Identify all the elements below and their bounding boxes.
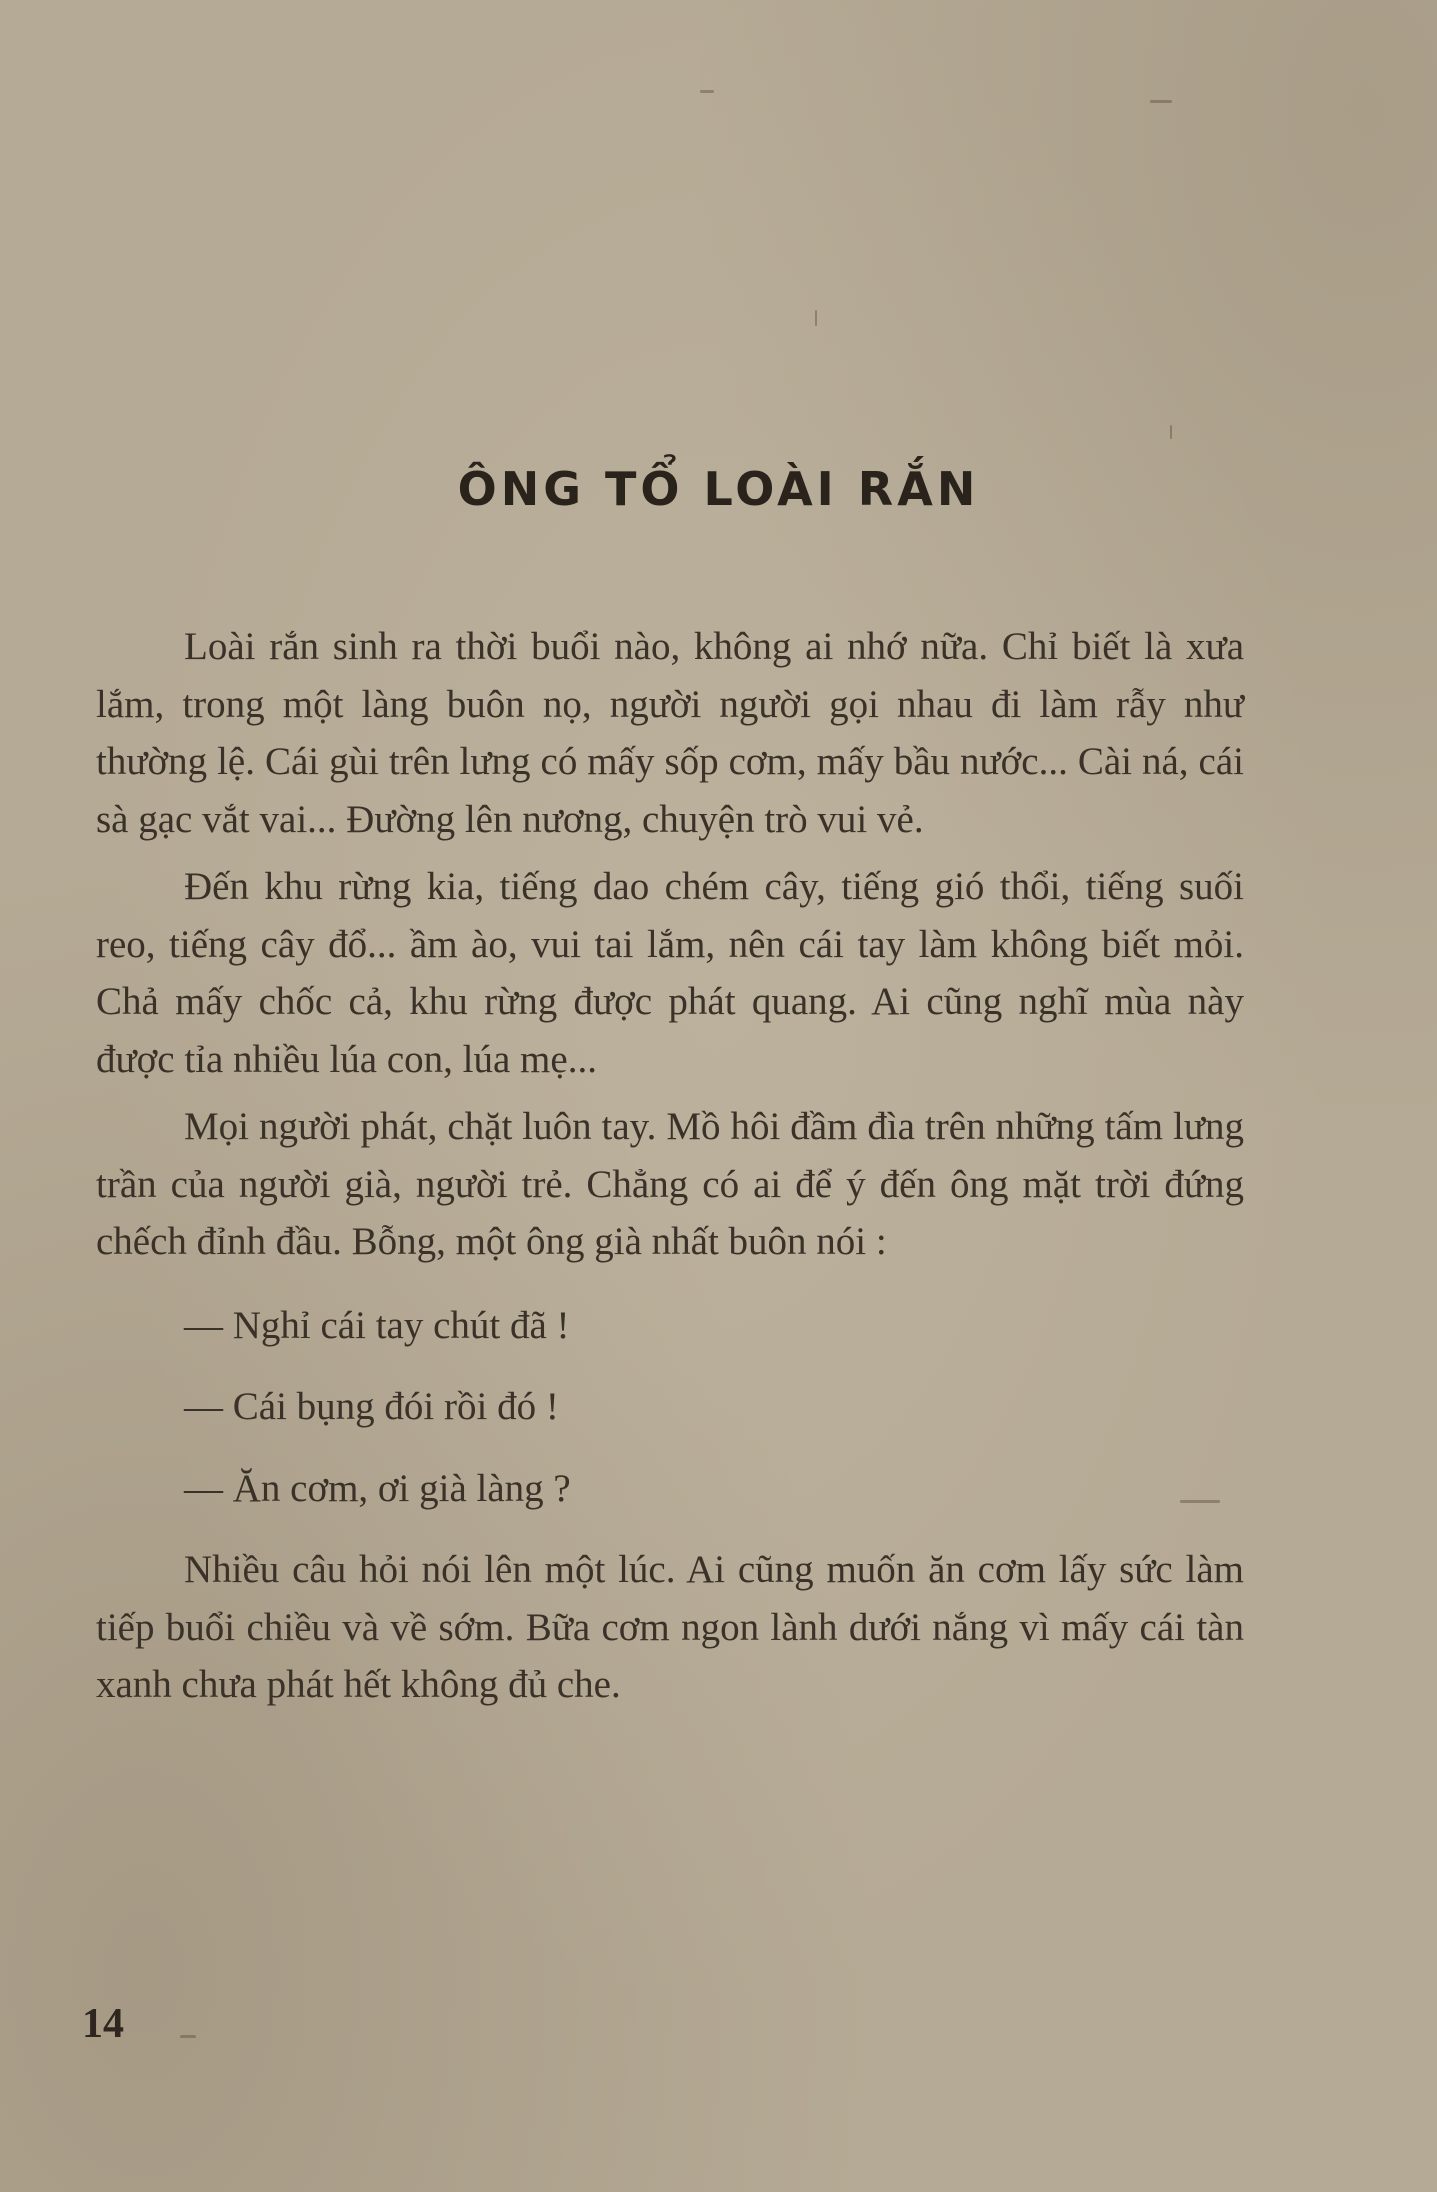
paper-speck <box>700 90 714 93</box>
page-number: 14 <box>82 2001 124 2047</box>
paragraph: Đến khu rừng kia, tiếng dao chém cây, tiếng gió thổi, tiếng suối reo, tiếng cây đổ... ầm ào, vui tai lắm, nên cái tay làm không biết mỏi. Chả mấy chốc cả, khu rừng được phát quang. Ai cũng nghĩ mùa này được tỉa nhiều lúa con, lúa mẹ... <box>96 865 1244 1081</box>
dialogue-line: — Cái bụng đói rồi đó ! <box>184 1385 559 1428</box>
paper-speck <box>815 310 817 326</box>
paragraph: Mọi người phát, chặt luôn tay. Mồ hôi đầm đìa trên những tấm lưng trần của người già, người trẻ. Chẳng có ai để ý đến ông mặt trời đứng chếch đỉnh đầu. Bỗng, một ông già nhất buôn nói : <box>96 1105 1244 1263</box>
paragraph: Loài rắn sinh ra thời buổi nào, không ai nhớ nữa. Chỉ biết là xưa lắm, trong một làng buôn nọ, người người gọi nhau đi làm rẫy như thường lệ. Cái gùi trên lưng có mấy sốp cơm, mấy bầu nước... Cài ná, cái sà gạc vắt vai... Đường lên nương, chuyện trò vui vẻ. <box>96 625 1244 841</box>
paragraph: Nhiều câu hỏi nói lên một lúc. Ai cũng muốn ăn cơm lấy sức làm tiếp buổi chiều và về sớm. Bữa cơm ngon lành dưới nắng vì mấy cái tàn xanh chưa phát hết không đủ che. <box>96 1548 1244 1706</box>
paper-speck <box>1170 425 1172 439</box>
story-text <box>96 618 1244 1724</box>
dialogue-line: — Nghỉ cái tay chút đã ! <box>184 1303 570 1347</box>
chapter-title: ÔNG TỔ LOÀI RẮN <box>457 462 980 516</box>
dialogue-line: — Ăn cơm, ơi già làng ? <box>184 1466 571 1510</box>
paper-speck <box>180 2035 196 2038</box>
paper-speck <box>1150 100 1172 103</box>
